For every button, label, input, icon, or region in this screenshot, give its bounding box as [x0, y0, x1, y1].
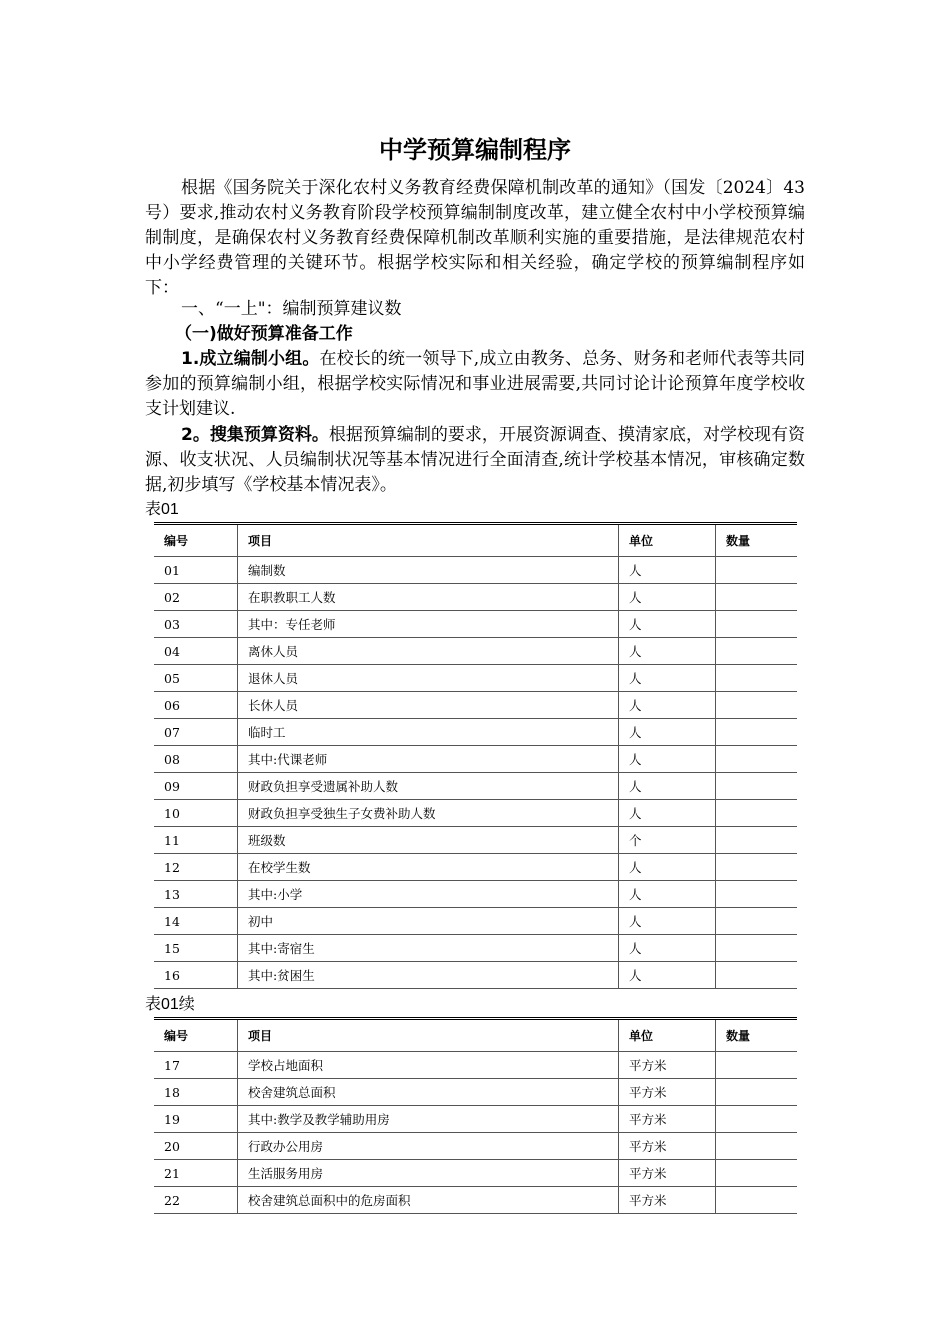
cell-unit: 人 [619, 692, 716, 719]
cell-unit: 人 [619, 800, 716, 827]
cell-number: 09 [154, 773, 238, 800]
cell-quantity [716, 1052, 798, 1079]
cell-quantity [716, 611, 798, 638]
cell-number: 02 [154, 584, 238, 611]
cell-item: 其中:教学及教学辅助用房 [238, 1106, 619, 1133]
cell-quantity [716, 1133, 798, 1160]
page-title: 中学预算编制程序 [379, 136, 571, 164]
cell-item: 其中：专任老师 [238, 611, 619, 638]
table-row [154, 935, 797, 962]
cell-quantity [716, 692, 798, 719]
table-row [154, 881, 797, 908]
cell-item: 初中 [238, 908, 619, 935]
cell-number: 04 [154, 638, 238, 665]
item-2-text: 根据预算编制的要求，开展资源调查、摸清家底，对学校现有资源、收支状况、人员编制状况等基本情况进行全面清查,统计学校基本情况，审核确定数据,初步填写《学校基本情况表》。 [145, 425, 805, 495]
cell-number: 19 [154, 1106, 238, 1133]
table-row [154, 746, 797, 773]
table-row [154, 1133, 797, 1160]
item-2-paragraph [145, 423, 805, 498]
cell-unit: 人 [619, 557, 716, 584]
cell-unit: 平方米 [619, 1160, 716, 1187]
cell-unit: 平方米 [619, 1133, 716, 1160]
subsection-heading: （一)做好预算准备工作 [175, 324, 353, 344]
cell-number: 14 [154, 908, 238, 935]
cell-unit: 人 [619, 962, 716, 989]
table-header-row [154, 1019, 797, 1052]
cell-number: 12 [154, 854, 238, 881]
table-row [154, 854, 797, 881]
table-row [154, 557, 797, 584]
table-row [154, 1160, 797, 1187]
cell-number: 22 [154, 1187, 238, 1214]
header-quantity: 数量 [716, 524, 798, 557]
cell-unit: 人 [619, 773, 716, 800]
cell-unit: 人 [619, 746, 716, 773]
cell-quantity [716, 908, 798, 935]
cell-quantity [716, 1187, 798, 1214]
cell-unit: 人 [619, 881, 716, 908]
cell-unit: 平方米 [619, 1052, 716, 1079]
cell-quantity [716, 746, 798, 773]
cell-item: 离休人员 [238, 638, 619, 665]
cell-number: 05 [154, 665, 238, 692]
cell-item: 财政负担享受独生子女费补助人数 [238, 800, 619, 827]
cell-item: 长休人员 [238, 692, 619, 719]
cell-number: 08 [154, 746, 238, 773]
table-row [154, 719, 797, 746]
table-row [154, 1187, 797, 1214]
cell-item: 行政办公用房 [238, 1133, 619, 1160]
cell-number: 20 [154, 1133, 238, 1160]
cell-quantity [716, 557, 798, 584]
cell-quantity [716, 638, 798, 665]
cell-unit: 人 [619, 611, 716, 638]
cell-number: 01 [154, 557, 238, 584]
section-heading: 一、“一上"：编制预算建议数 [181, 299, 402, 319]
cell-item: 其中:寄宿生 [238, 935, 619, 962]
table-row [154, 1106, 797, 1133]
cell-item: 临时工 [238, 719, 619, 746]
cell-item: 编制数 [238, 557, 619, 584]
cell-number: 11 [154, 827, 238, 854]
cell-unit: 人 [619, 719, 716, 746]
header-unit: 单位 [619, 524, 716, 557]
table-row [154, 773, 797, 800]
cell-quantity [716, 1079, 798, 1106]
cell-item: 校舍建筑总面积中的危房面积 [238, 1187, 619, 1214]
cell-number: 17 [154, 1052, 238, 1079]
cell-quantity [716, 773, 798, 800]
cell-unit: 人 [619, 935, 716, 962]
cell-number: 18 [154, 1079, 238, 1106]
header-number: 编号 [154, 1019, 238, 1052]
table-1-label: 表01 [145, 501, 179, 518]
cell-quantity [716, 719, 798, 746]
cell-unit: 个 [619, 827, 716, 854]
cell-quantity [716, 962, 798, 989]
cell-item: 在职教职工人数 [238, 584, 619, 611]
table-row [154, 1079, 797, 1106]
basic-info-table [154, 522, 797, 989]
header-quantity: 数量 [716, 1019, 798, 1052]
cell-quantity [716, 1106, 798, 1133]
cell-number: 07 [154, 719, 238, 746]
basic-info-table-continued [154, 1017, 797, 1214]
header-unit: 单位 [619, 1019, 716, 1052]
table-row [154, 611, 797, 638]
header-item: 项目 [238, 1019, 619, 1052]
item-2-heading: 2。搜集预算资料。 [181, 425, 329, 445]
cell-quantity [716, 800, 798, 827]
item-1-paragraph [145, 347, 805, 422]
table-row [154, 827, 797, 854]
cell-quantity [716, 827, 798, 854]
intro-paragraph: 根据《国务院关于深化农村义务教育经费保障机制改革的通知》（国发〔2024〕43号）要求,推动农村义务教育阶段学校预算编制制度改革，建立健全农村中小学校预算编制制度，是确保农村义务教育经费保障机制改革顺利实施的重要措施，是法律规范农村中小学经费管理的关键环节。根据学校实际和相关经验，确定学校的预算编制程序如下： [145, 178, 805, 298]
cell-number: 10 [154, 800, 238, 827]
cell-unit: 人 [619, 854, 716, 881]
cell-item: 其中:小学 [238, 881, 619, 908]
table-row [154, 665, 797, 692]
cell-quantity [716, 1160, 798, 1187]
cell-item: 其中:代课老师 [238, 746, 619, 773]
table-row [154, 962, 797, 989]
cell-quantity [716, 935, 798, 962]
cell-item: 在校学生数 [238, 854, 619, 881]
cell-item: 财政负担享受遗属补助人数 [238, 773, 619, 800]
cell-number: 06 [154, 692, 238, 719]
cell-quantity [716, 854, 798, 881]
header-number: 编号 [154, 524, 238, 557]
cell-unit: 人 [619, 584, 716, 611]
table-row [154, 908, 797, 935]
cell-quantity [716, 665, 798, 692]
cell-item: 退休人员 [238, 665, 619, 692]
cell-quantity [716, 881, 798, 908]
table-row [154, 584, 797, 611]
cell-unit: 人 [619, 908, 716, 935]
cell-number: 15 [154, 935, 238, 962]
table-row [154, 692, 797, 719]
cell-item: 班级数 [238, 827, 619, 854]
table-header-row [154, 524, 797, 557]
cell-number: 13 [154, 881, 238, 908]
cell-unit: 人 [619, 665, 716, 692]
cell-unit: 平方米 [619, 1106, 716, 1133]
item-1-text: 在校长的统一领导下,成立由教务、总务、财务和老师代表等共同参加的预算编制小组，根据学校实际情况和事业进展需要,共同讨论计论预算年度学校收支计划建议. [145, 349, 805, 419]
cell-quantity [716, 584, 798, 611]
header-item: 项目 [238, 524, 619, 557]
table-row [154, 800, 797, 827]
cell-item: 生活服务用房 [238, 1160, 619, 1187]
table-row [154, 638, 797, 665]
cell-unit: 人 [619, 638, 716, 665]
cell-number: 03 [154, 611, 238, 638]
table-row [154, 1052, 797, 1079]
table-2-label: 表01续 [145, 996, 195, 1013]
cell-number: 16 [154, 962, 238, 989]
cell-item: 校舍建筑总面积 [238, 1079, 619, 1106]
cell-item: 其中:贫困生 [238, 962, 619, 989]
cell-item: 学校占地面积 [238, 1052, 619, 1079]
item-1-heading: 1.成立编制小组。 [181, 349, 320, 369]
cell-number: 21 [154, 1160, 238, 1187]
cell-unit: 平方米 [619, 1187, 716, 1214]
cell-unit: 平方米 [619, 1079, 716, 1106]
